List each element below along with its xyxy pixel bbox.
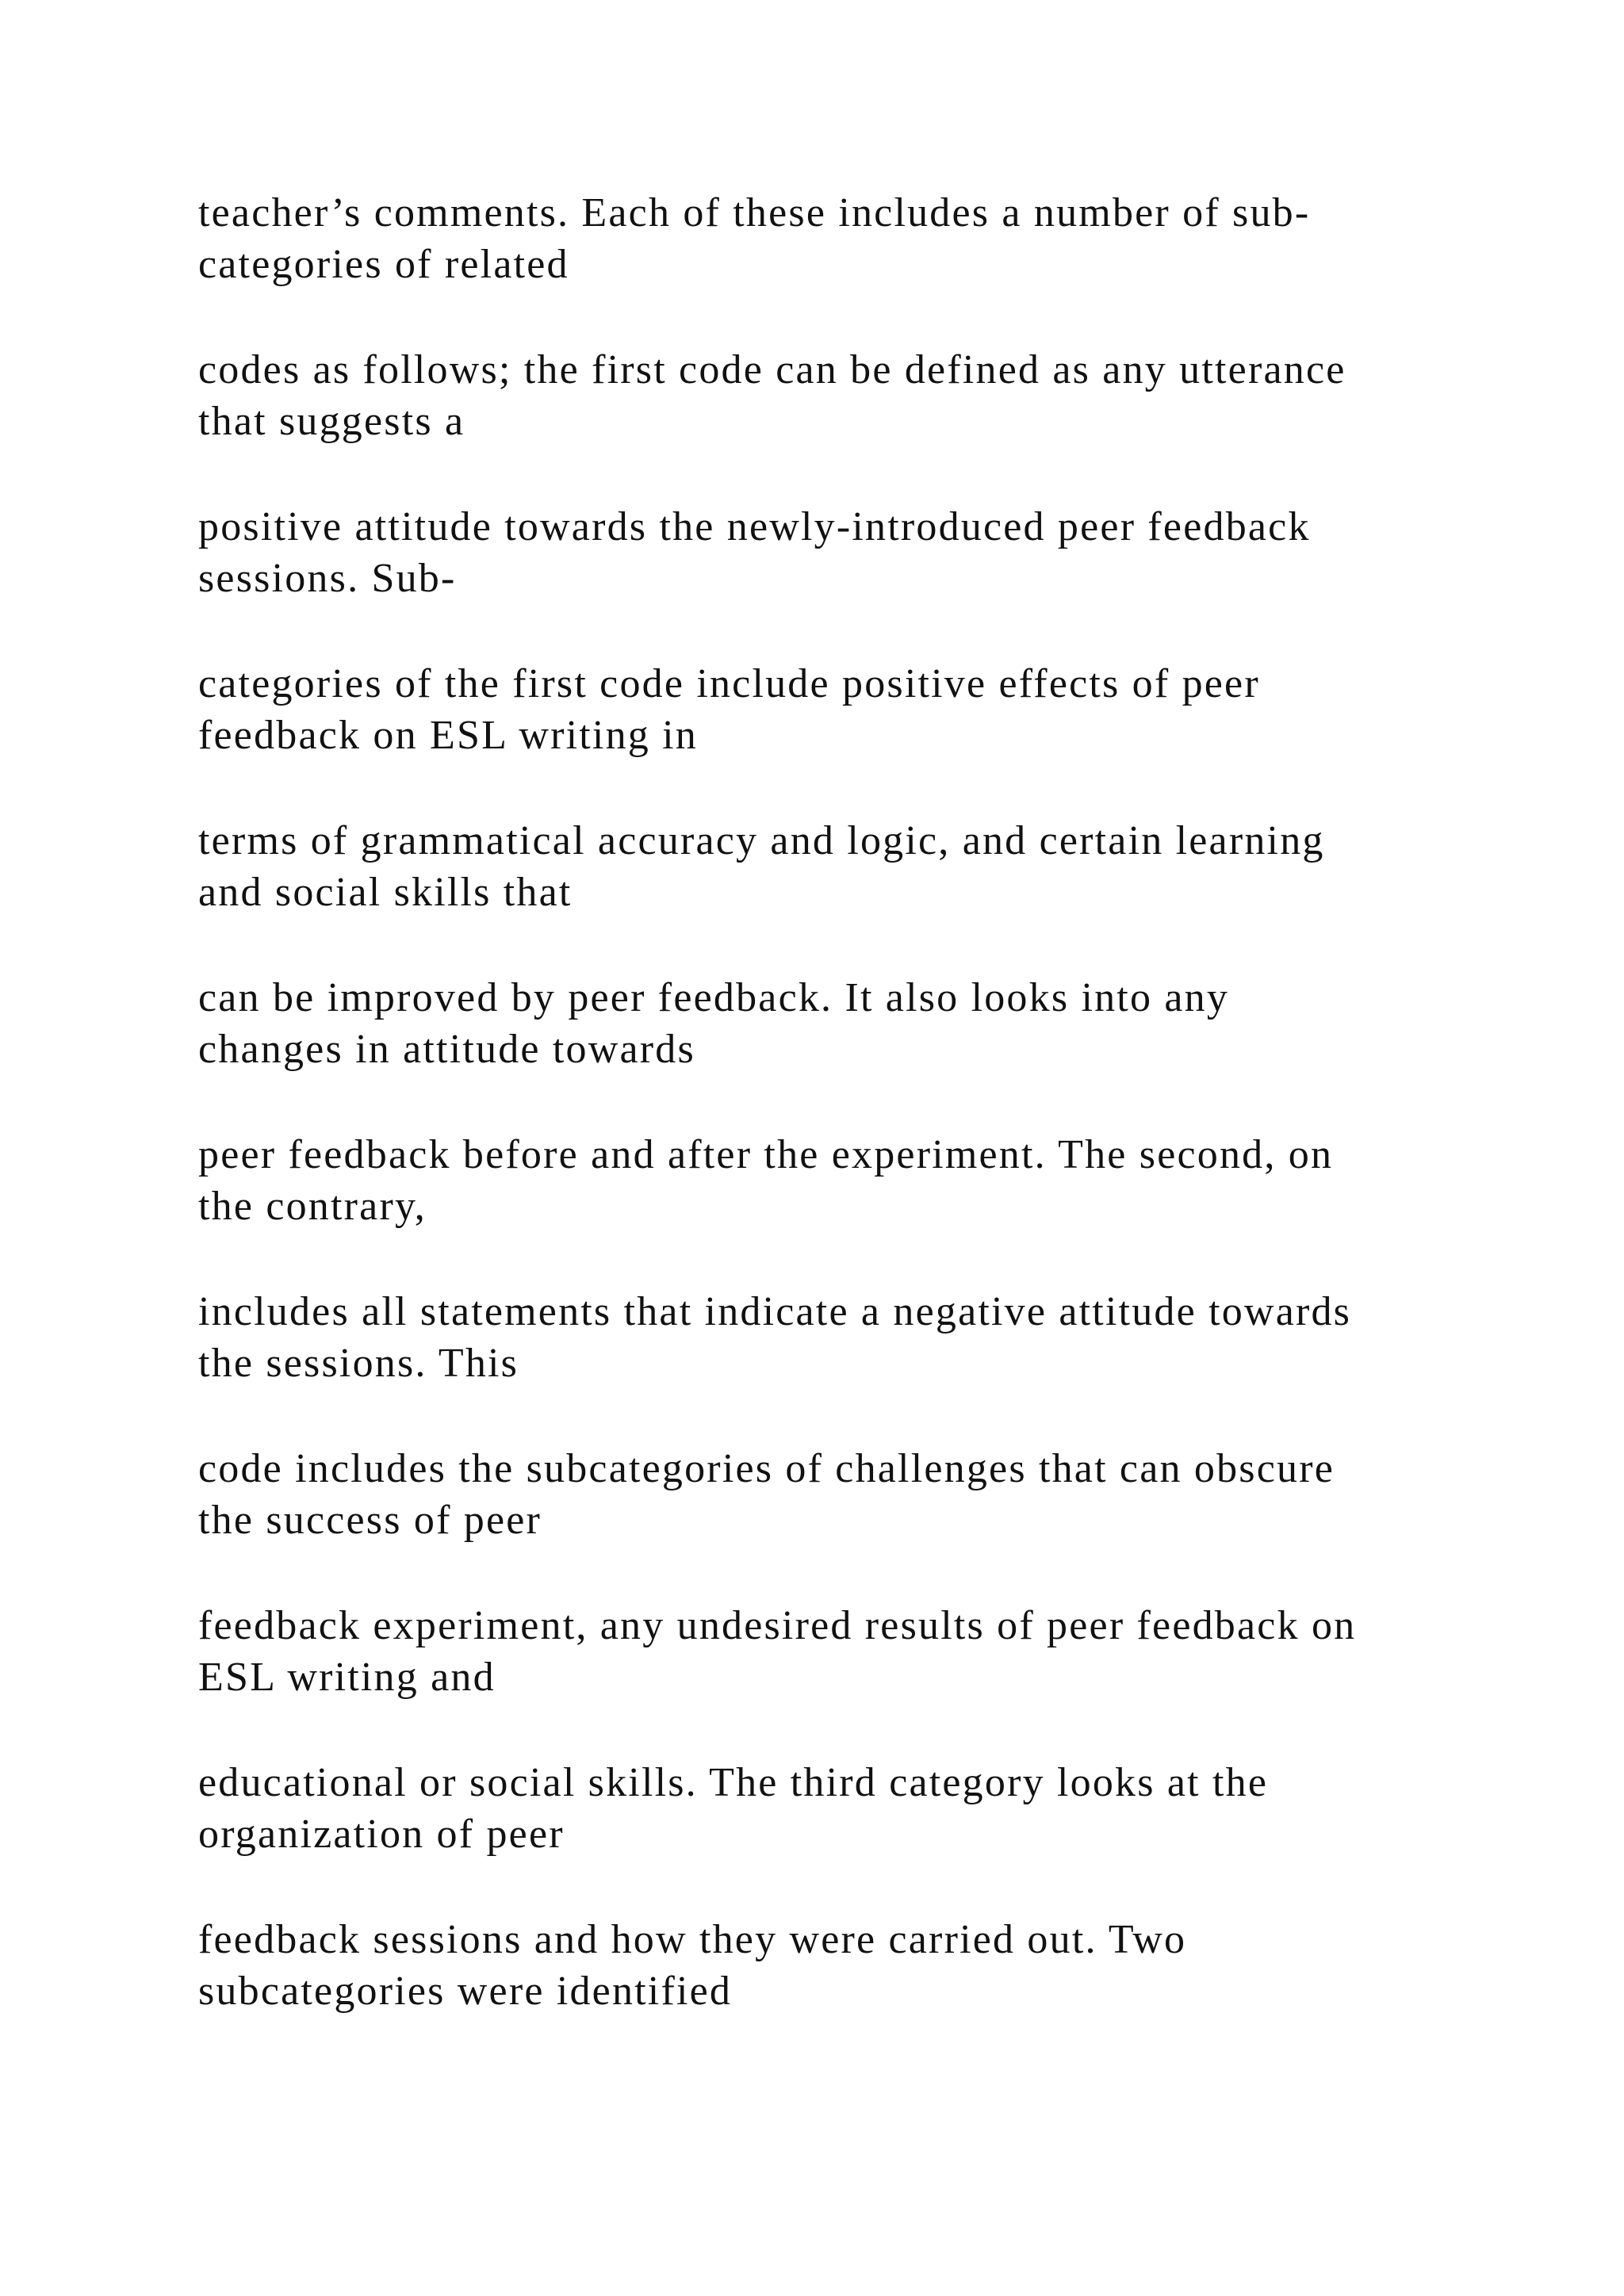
text-line: the success of peer <box>198 1498 542 1543</box>
text-line: terms of grammatical accuracy and logic, and certain learning <box>198 818 1325 863</box>
text-line: codes as follows; the first code can be defined as any utterance <box>198 347 1346 392</box>
text-line: sessions. Sub- <box>198 556 457 601</box>
text-line: and social skills that <box>198 870 573 915</box>
text-line: includes all statements that indicate a negative attitude towards <box>198 1289 1352 1334</box>
paragraph <box>198 1757 1499 1860</box>
paragraph <box>198 1600 1499 1703</box>
text-line: ESL writing and <box>198 1655 496 1700</box>
paragraph <box>198 815 1499 918</box>
text-line: feedback experiment, any undesired results of peer feedback on <box>198 1603 1357 1648</box>
paragraph <box>198 187 1499 290</box>
text-line: feedback on ESL writing in <box>198 713 699 758</box>
body-text <box>198 187 1499 2071</box>
text-line: code includes the subcategories of challenges that can obscure <box>198 1446 1335 1491</box>
text-line: the contrary, <box>198 1184 427 1229</box>
text-line: educational or social skills. The third category looks at the <box>198 1760 1269 1805</box>
text-line: peer feedback before and after the experiment. The second, on <box>198 1132 1334 1177</box>
paragraph <box>198 1286 1499 1389</box>
text-line: the sessions. This <box>198 1341 519 1386</box>
text-line: changes in attitude towards <box>198 1027 695 1072</box>
text-line: subcategories were identified <box>198 1969 733 2014</box>
text-line: feedback sessions and how they were carried out. Two <box>198 1917 1187 1962</box>
text-line: can be improved by peer feedback. It also looks into any <box>198 975 1230 1020</box>
text-line: organization of peer <box>198 1812 565 1857</box>
paragraph <box>198 501 1499 604</box>
text-line: positive attitude towards the newly-introduced peer feedback <box>198 504 1311 549</box>
paragraph <box>198 1443 1499 1546</box>
text-line: categories of related <box>198 242 569 287</box>
text-line: that suggests a <box>198 399 465 444</box>
paragraph <box>198 1914 1499 2017</box>
paragraph <box>198 344 1499 447</box>
paragraph <box>198 1129 1499 1232</box>
text-line: categories of the first code include positive effects of peer <box>198 661 1260 706</box>
text-line: teacher’s comments. Each of these includes a number of sub- <box>198 190 1311 235</box>
paragraph <box>198 972 1499 1075</box>
paragraph <box>198 658 1499 761</box>
